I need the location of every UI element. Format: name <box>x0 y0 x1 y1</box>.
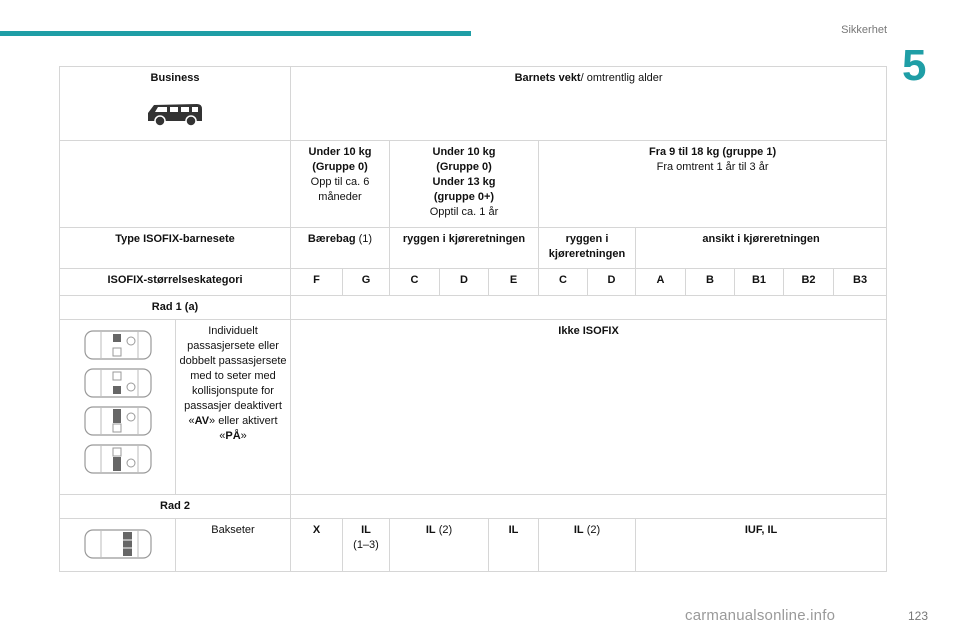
business-cell <box>60 67 291 141</box>
size-row <box>60 269 887 296</box>
chapter-number: 5 <box>902 41 927 90</box>
table-title: Business <box>150 72 200 84</box>
watermark: carmanualsonline.info <box>685 607 836 624</box>
car-top-view-icon <box>83 366 153 400</box>
row1-label: Rad 1 (a) <box>60 296 291 320</box>
type-rear-1: ryggen i kjøreretningen <box>390 228 539 269</box>
row2-e: IL <box>489 519 539 572</box>
group1-cell: Fra 9 til 18 kg (gruppe 1) Fra omtrent 1 år til 3 år <box>539 141 887 228</box>
size-cell: G <box>343 269 390 296</box>
row2-cd: IL (2) <box>390 519 489 572</box>
weight-header-cell <box>291 67 887 141</box>
weight-header-bold: Barnets vekt <box>514 72 581 84</box>
car-top-view-icon <box>83 328 153 362</box>
minivan-icon <box>145 100 205 128</box>
size-label: ISOFIX-størrelseskategori <box>60 269 291 296</box>
size-cell: B3 <box>834 269 887 296</box>
car-top-view-icon <box>83 404 153 438</box>
group-row <box>60 141 887 228</box>
row2-data <box>60 519 887 572</box>
title-row <box>60 67 887 141</box>
row2-cd2: IL (2) <box>539 519 636 572</box>
size-cell: F <box>291 269 343 296</box>
type-rear-2: ryggen i kjøreretningen <box>539 228 636 269</box>
car-top-view-icon <box>83 442 153 476</box>
group0-cell: Under 10 kg (Gruppe 0) Opp til ca. 6 måneder <box>291 141 390 228</box>
row1-heading <box>60 296 887 320</box>
type-label: Type ISOFIX-barnesete <box>60 228 291 269</box>
type-baerebag: Bærebag (1) <box>291 228 390 269</box>
row2-f: X <box>291 519 343 572</box>
isofix-table <box>59 66 887 572</box>
car-rear-seat-icon <box>83 527 153 561</box>
row2-seat: Bakseter <box>176 519 291 572</box>
size-cell: C <box>539 269 588 296</box>
size-cell: B1 <box>735 269 784 296</box>
size-cell: B <box>686 269 735 296</box>
row2-g: IL (1–3) <box>343 519 390 572</box>
size-cell: C <box>390 269 440 296</box>
type-row <box>60 228 887 269</box>
type-forward: ansikt i kjøreretningen <box>636 228 887 269</box>
row2-heading <box>60 495 887 519</box>
row1-icons-cell <box>60 320 176 495</box>
size-cell: B2 <box>784 269 834 296</box>
row2-forward: IUF, IL <box>636 519 887 572</box>
size-cell: D <box>440 269 489 296</box>
row2-icon-cell <box>60 519 176 572</box>
row2-label: Rad 2 <box>60 495 291 519</box>
size-cell: E <box>489 269 539 296</box>
row1-data <box>60 320 887 495</box>
weight-header-rest: / omtrentlig alder <box>580 72 663 84</box>
top-accent-bar <box>0 31 471 36</box>
row1-description: Individuelt passasjersete eller dobbelt passasjersete med to seter med kollisjonspute for passasjer deaktivert «AV» eller aktivert «PÅ» <box>176 320 291 495</box>
page-number: 123 <box>907 609 928 623</box>
group0plus-cell: Under 10 kg (Gruppe 0) Under 13 kg (gruppe 0+) Opptil ca. 1 år <box>390 141 539 228</box>
row1-value: Ikke ISOFIX <box>291 320 887 495</box>
size-cell: A <box>636 269 686 296</box>
section-title: Sikkerhet <box>841 24 887 36</box>
size-cell: D <box>588 269 636 296</box>
